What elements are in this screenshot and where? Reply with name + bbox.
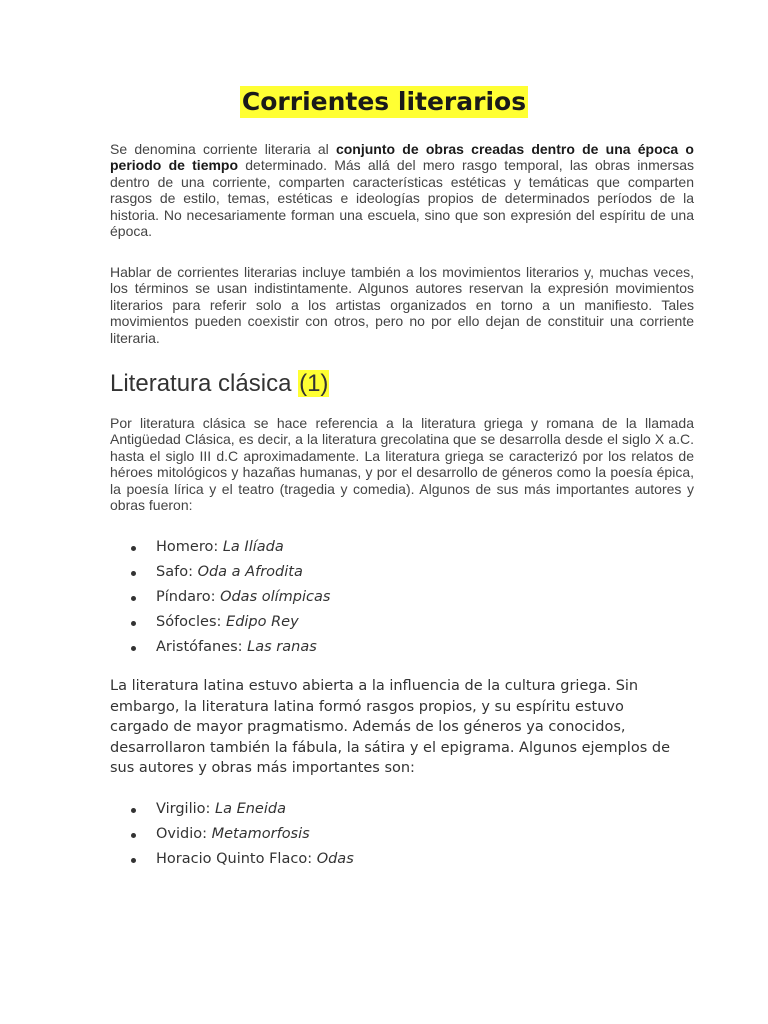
list-item xyxy=(110,797,354,822)
list-item-author: Virgilio: xyxy=(156,801,215,817)
page-title: Corrientes literarios xyxy=(241,87,527,116)
section-heading xyxy=(110,368,329,400)
list-item xyxy=(110,535,330,560)
list-item-author: Aristófanes: xyxy=(156,639,248,655)
greek-authors-list xyxy=(110,535,330,660)
title-container xyxy=(0,86,768,118)
list-item xyxy=(110,822,354,847)
list-item xyxy=(110,847,354,872)
list-item xyxy=(110,635,330,660)
list-item-author: Sófocles: xyxy=(156,614,227,630)
list-item-author: Homero: xyxy=(156,539,223,555)
classical-paragraph: Por literatura clásica se hace referencia a la literatura griega y romana de la llamada Antigüedad Clásica, es decir, a la literatura grecolatina que se desarrolla desde el siglo X a.C. hasta el siglo III d.C aproximadamente. La literatura griega se caracterizó por los relatos de héroes mitológicos y hazañas humanas, y por el desarrollo de géneros como la poesía épica, la poesía lírica y el teatro (tragedia y comedia). Algunos de sus más importantes autores y obras fueron: xyxy=(110,415,694,514)
intro-paragraph-1 xyxy=(110,141,694,239)
intro-p1-lead: Se denomina corriente literaria al xyxy=(110,141,336,157)
bullet-icon xyxy=(131,833,136,838)
section-heading-text: Literatura clásica xyxy=(110,370,299,397)
list-item xyxy=(110,585,330,610)
intro-paragraph-2: Hablar de corrientes literarias incluye también a los movimientos literarios y, muchas veces, los términos se usan indistintamente. Algunos autores reservan la expresión movimientos literarios para referir solo a los artistas organizados en torno a un manifiesto. Tales movimientos pueden coexistir con otros, pero no por ello dejan de constituir una corriente literaria. xyxy=(110,264,694,346)
latin-authors-list xyxy=(110,797,354,872)
list-item-author: Safo: xyxy=(156,564,198,580)
list-item-work: Oda a Afrodita xyxy=(197,564,303,580)
list-item-work: La Ilíada xyxy=(222,539,284,555)
list-item xyxy=(110,610,330,635)
latin-paragraph: La literatura latina estuvo abierta a la influencia de la cultura griega. Sin embargo, la literatura latina formó rasgos propios, y su espíritu estuvo cargado de mayor pragmatismo. Además de los géneros ya conocidos, desarrollaron también la fábula, la sátira y el epigrama. Algunos ejemplos de sus autores y obras más importantes son: xyxy=(110,678,670,776)
list-item-work: Edipo Rey xyxy=(226,614,299,630)
list-item-work: Odas xyxy=(316,851,354,867)
bullet-icon xyxy=(131,571,136,576)
list-item-work: La Eneida xyxy=(215,801,286,817)
list-item-work: Las ranas xyxy=(247,639,317,655)
list-item-work: Odas olímpicas xyxy=(220,589,331,605)
intro-p1-bold: conjunto de obras creadas dentro de una época o periodo de tiempo xyxy=(110,141,694,174)
list-item xyxy=(110,560,330,585)
bullet-icon xyxy=(131,546,136,551)
intro-p1-rest: determinado. Más allá del mero rasgo temporal, las obras inmersas dentro de una corriente, comparten características estéticas y temáticas que comparten rasgos de estilo, temas, estéticas e ideologías propios de determinados períodos de la historia. No necesariamente forman una escuela, sino que son expresión del espíritu de una época. xyxy=(110,157,694,240)
bullet-icon xyxy=(131,596,136,601)
bullet-icon xyxy=(131,808,136,813)
list-item-work: Metamorfosis xyxy=(211,826,310,842)
bullet-icon xyxy=(131,621,136,626)
section-heading-reference: (1) xyxy=(299,370,329,397)
list-item-author: Píndaro: xyxy=(156,589,221,605)
bullet-icon xyxy=(131,646,136,651)
bullet-icon xyxy=(131,858,136,863)
list-item-author: Horacio Quinto Flaco: xyxy=(156,851,317,867)
list-item-author: Ovidio: xyxy=(156,826,212,842)
